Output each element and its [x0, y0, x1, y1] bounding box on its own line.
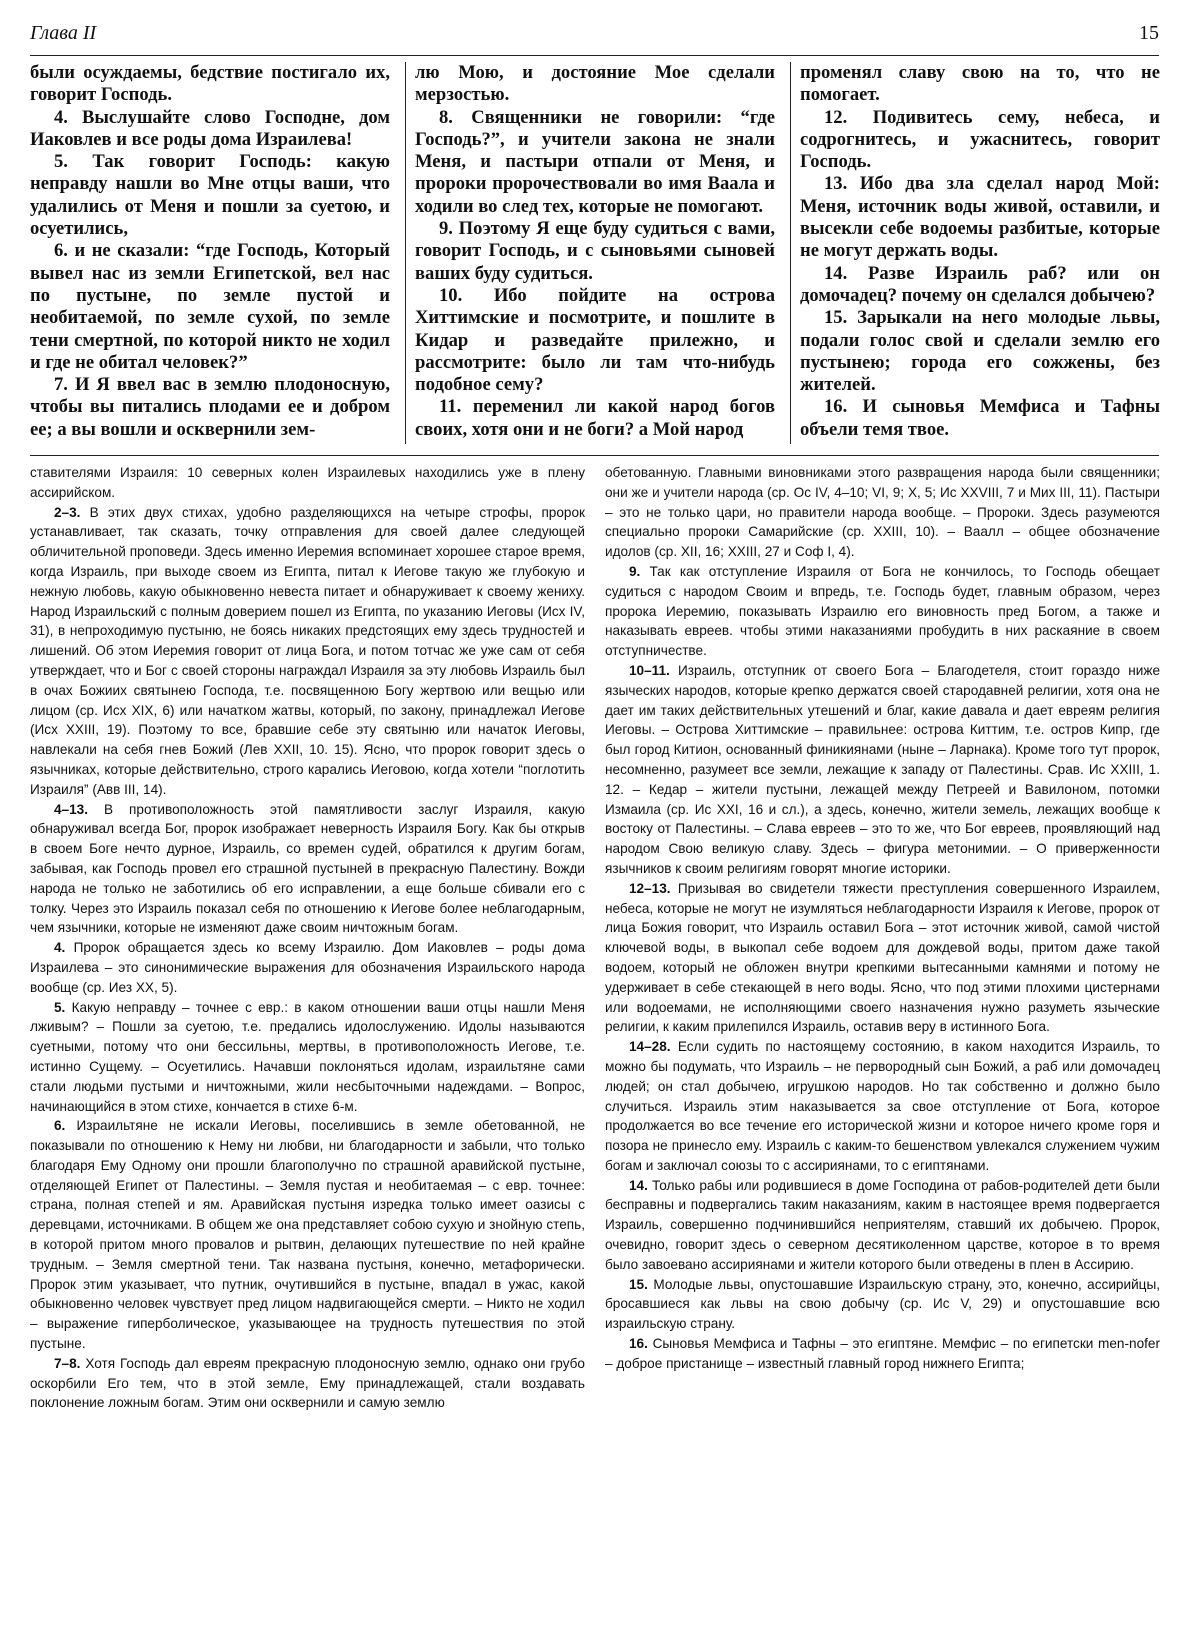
verse-paragraph: были осуждаемы, бедствие постигало их, говорит Господь.	[30, 62, 390, 106]
commentary-paragraph	[605, 879, 1160, 1037]
commentary-text: Сыновья Мемфиса и Тафны – это египтяне. Мемфис – по египетски men-nofer – доброе пристанище – известный главный город нижнего Египта;	[605, 1336, 1160, 1371]
verse-paragraph: 9. Поэтому Я еще буду судиться с вами, говорит Господь, и с сыновьями сыновей ваших буду судиться.	[415, 218, 775, 284]
verse-paragraph: 12. Подивитесь сему, небеса, и содрогнитесь, и ужаснитесь, говорит Господь.	[800, 106, 1160, 173]
commentary-paragraph	[605, 661, 1160, 879]
commentary-paragraph	[605, 562, 1160, 661]
verse-paragraph: 11. переменил ли какой народ богов своих, хотя они и не боги? а Мой народ	[415, 396, 775, 440]
commentary-text: Молодые львы, опустошавшие Израильскую страну, это, конечно, ассирийцы, бросавшиеся как львы на свою добычу (ср. Ис V, 29) и опустошавшие всю израильскую страну.	[605, 1276, 1161, 1332]
commentary-paragraph	[605, 1275, 1160, 1334]
verse-paragraph: променял славу свою на то, что не помогает.	[800, 62, 1160, 106]
commentary-text: обетованную. Главными виновниками этого развращения народа были священники; они же и учители народа (ср. Ос IV, 4–10; VI, 9; X, 5; Ис XXVIII, 7 и Мих III, 11). Пастыри – это не только цари, но правители народа вообще. – Пророки. Здесь разумеются специально пророки Самарийские (ср. XXIII, 10). – Ваалл – общее обозначение идолов (ср. XII, 16; XXIII, 27 и Соф I, 4).	[605, 465, 1160, 560]
verse-ref: 14–28.	[629, 1039, 671, 1055]
verse-paragraph: 10. Ибо пойдите на острова Хиттимские и посмотрите, и пошлите в Кидар и разведайте прилежно, и рассмотрите: было ли там что-нибудь подобное сему?	[415, 284, 775, 396]
running-head	[30, 22, 1159, 48]
column-divider	[790, 62, 791, 444]
commentary-text: Только рабы или родившиеся в доме Господина от рабов-родителей дети были бесправны и подвергались таким наказаниям, каким в настоящее время подвергается Израиль, совершенно подчинившийся неприятелям, ставший их добычею. Пророк, очевидно, говорит здесь о северном десятиколенном царстве, которое в то время было завоевано ассириянами и жители которого были отведены в плен в Ассирию.	[605, 1177, 1160, 1272]
commentary-paragraph	[30, 1116, 585, 1354]
commentary-paragraph	[30, 503, 585, 800]
chapter-title: Глава II	[30, 22, 97, 44]
verse-paragraph: 8. Священники не говорили: “где Господь?”, и учители закона не знали Меня, и пастыри отпали от Меня, и пророки пророчествовали во имя Ваала и ходили во след тех, которые не помогают.	[415, 106, 775, 217]
commentary-paragraph	[30, 938, 585, 997]
commentary-text: Израиль, отступник от своего Бога – Благодетеля, стоит гораздо ниже языческих народов, которые крепко держатся своей стародавней религии, хотя она не дает им таких действительных утешений и благ, какие давала и дает евреям религия Иеговы. – Острова Хиттимские – правильнее: острова Киттим, т.е. остров Кипр, где был город Китион, основанный финикиянами (ныне – Ларнака). Кроме того тут пророк, несомненно, разумеет все земли, лежащие к западу от Палестины. Срав. Ис XXIII, 1. 12. – Кедар – жители пустыни, лежащей между Петреей и Вавилоном, потомки Измаила (ср. Ис XXI, 16 и сл.), а здесь, конечно, жители земель, лежащих вообще к востоку от Палестины. – Слава евреев – это то же, что Бог евреев, проявляющий над народом Свою великую славу. Здесь – фигура метонимии. – О приверженности язычников к своим религиям говорят многие историки.	[605, 662, 1161, 876]
verse-ref: 10–11.	[629, 662, 670, 678]
verse-column-3	[800, 62, 1160, 441]
commentary-text: Призывая во свидетели тяжести преступления совершенного Израилем, небеса, которые не могут не изумляться неблагодарности Израиля к Иегове, пророк от лица Божия говорит, что Израиль оставил Бога – этот источник живой, самой чистой ключевой воды, в выкопал себе водоем для дождевой воды, притом даже такой водоем, который не обложен внутри крепкими вытесанными камнями и потому не удерживает в себе стекающей в него воды. Ясно, что под этими плохими цистернами или водоемами, не исполняющими своего назначения нужно разуметь языческие религии, к каким прилепился Израиль, оставив веру в истинного Бога.	[605, 880, 1161, 1035]
verse-paragraph: 13. Ибо два зла сделал народ Мой: Меня, источник воды живой, оставили, и высекли себе водоемы разбитые, которые не могут держать воды.	[800, 173, 1160, 262]
commentary-text: В противоположность этой памятливости заслуг Израиля, какую обнаруживал всегда Бог, пророк изображает неверность Израиля Богу. Как бы открыв в своем Боге нечто дурное, Израиль, со времен судей, обратился к другим богам, забывая, как Господь провел его страшной пустыней в прекрасную Палестину. Вожди народа не только не заботились об его исправлении, а еще больше сбивали его с толку. Через это Израиль показал себя по отношению к Иегове более неблагодарным, чем язычники, которые не изменяют даже своим ничтожным богам.	[30, 801, 585, 936]
verse-ref: 15.	[629, 1276, 648, 1292]
verse-ref: 6.	[54, 1118, 66, 1134]
verse-ref: 5.	[54, 999, 66, 1015]
commentary-text: Так как отступление Израиля от Бога не кончилось, то Господь обещает судиться с народом Своим и впредь, т.е. Господь будет, главным образом, через пророка Иеремию, показывать Израилю его виновность пред Богом, а также и наказывать евреев. чтобы этими наказаниями пробудить в них раскаяние в своем отступничестве.	[605, 563, 1160, 659]
commentary-paragraph	[605, 1176, 1160, 1275]
verse-paragraph: 5. Так говорит Господь: какую неправду нашли во Мне отцы ваши, что удалились от Меня и пошли за суетою, и осуетились,	[30, 151, 390, 240]
verse-column-1	[30, 62, 390, 441]
commentary-column-1	[30, 463, 585, 1413]
commentary-paragraph	[605, 1334, 1160, 1374]
verse-ref: 16.	[629, 1336, 648, 1352]
scripture-text	[30, 62, 1160, 447]
verse-paragraph: лю Мою, и достояние Мое сделали мерзостью.	[415, 62, 775, 106]
commentary-paragraph	[30, 1354, 585, 1413]
verse-column-2	[415, 62, 775, 441]
commentary-text: Пророк обращается здесь ко всему Израилю. Дом Иаковлев – роды дома Израилева – это синонимические выражения для обозначения Израильского народа вообще (ср. Иез XX, 5).	[30, 940, 585, 995]
verse-paragraph: 15. Зарыкали на него молодые львы, подали голос свой и сделали землю его пустынею; города его сожжены, без жителей.	[800, 307, 1160, 396]
verse-paragraph: 14. Разве Израиль раб? или он домочадец? почему он сделался добычею?	[800, 262, 1160, 306]
section-rule	[30, 455, 1159, 456]
verse-paragraph: 16. И сыновья Мемфиса и Тафны объели темя твое.	[800, 396, 1160, 440]
verse-ref: 4.	[54, 940, 66, 956]
commentary-paragraph	[605, 463, 1160, 562]
commentary-text	[30, 463, 1160, 1623]
commentary-paragraph	[30, 800, 585, 939]
verse-paragraph: 6. и не сказали: “где Господь, Который вывел нас из земли Египетской, вел нас по пустыне, по земле пустой и необитаемой, по земле сухой, по земле тени смертной, по которой никто не ходил и где не обитал человек?”	[30, 240, 390, 373]
verse-ref: 4–13.	[54, 801, 89, 817]
header-rule	[30, 55, 1159, 56]
commentary-text: В этих двух стихах, удобно разделяющихся на четыре строфы, пророк устанавливает, так сказать, точку отправления для своей далее следующей обличительной проповеди. Здесь именно Иеремия вспоминает хорошее старое время, когда Израиль, при выходе своем из Египта, питал к Иегове такую же глубокую и нежную любовь, какую обыкновенно невеста питает и обнаруживает к своему жениху. Народ Израильский с полным доверием пошел из Египта, по указанию Иеговы (Исх IV, 31), в непроходимую пустыню, не боясь никаких предстоящих ему здесь трудностей и лишений. Об этом Иеремия говорит от лица Бога, и потом тотчас же уже сам от себя утверждает, что и Бог с своей стороны награждал Израиля за эту любовь Израиль был в очах Божиих святынею Господа, т.е. посвященною Богу жертвою или вещью или лицом (ср. Исх XIX, 6) или начатком жатвы, который, по закону, принадлежал Иегове (Исх XXIII, 19). Поэтому то все, бравшие себе эту святыню или начаток Иеговы, навлекали на себя гнев Божий (Лев XXII, 10. 15). Ясно, что пророк говорит здесь о язычниках, которые действительно, строго карались Иеговою, когда хотели “поглотить Израиля” (Авв III, 14).	[30, 504, 585, 797]
verse-ref: 2–3.	[54, 504, 81, 520]
verse-ref: 7–8.	[54, 1355, 81, 1371]
commentary-paragraph	[605, 1037, 1160, 1176]
commentary-text: Какую неправду – точнее с евр.: в каком отношении ваши отцы нашли Меня лживым? – Пошли за суетою, т.е. предались идолослужению. Идолы называются суетными, потому что они бессильны, мертвы, в противоположность Иегове, т.е. истинно Сущему. – Осуетились. Начавши поклоняться идолам, израильтяне сами стали людьми пустыми и ничтожными, жили несбыточными надеждами. – Вопрос, начинающийся в этом стихе, кончается в стихе 6-м.	[30, 999, 586, 1114]
verse-ref: 14.	[629, 1177, 648, 1193]
commentary-text: ставителями Израиля: 10 северных колен Израилевых находились уже в плену ассирийском.	[30, 465, 585, 500]
commentary-paragraph	[30, 463, 585, 503]
verse-ref: 9.	[629, 563, 641, 579]
commentary-text: Израильтяне не искали Иеговы, поселившись в земле обетованной, не показывали по отношению к Нему ни любви, ни благодарности и забыли, что только благодаря Ему Одному они прошли благополучно по страшной аравийской пустыне, отделяющей Египет от Палестины. – Земля пустая и необитаемая – с евр. точнее: страна, полная степей и ям. Аравийская пустыня изредка только имеет оазисы с деревцами, источниками. В общем же она представляет собою сухую и знойную степь, в которой притом много провалов и рытвин, делающих путешествие по ней крайне трудным. – Земля смертной тени. Так названа пустыня, конечно, метафорически. Пророк этим указывает, что путник, очутившийся в пустыне, впадал в ужас, какой обыкновенно человек чувствует пред лицом надвигающейся смерти. – Никто не ходил – выражение гиперболическое, указывающее на трудность путешествия по этой пустыне.	[30, 1118, 586, 1352]
commentary-column-2	[605, 463, 1160, 1374]
commentary-text: Хотя Господь дал евреям прекрасную плодоносную землю, однако они грубо оскорбили Его тем, что в этой земле, Ему принадлежащей, стали воздавать поклонение ложным богам. Этим они осквернили и самую землю	[30, 1355, 585, 1411]
verse-ref: 12–13.	[629, 880, 671, 896]
verse-paragraph: 4. Выслушайте слово Господне, дом Иаковлев и все роды дома Израилева!	[30, 106, 390, 150]
verse-paragraph: 7. И Я ввел вас в землю плодоносную, чтобы вы питались плодами ее и добром ее; а вы вошли и осквернили зем-	[30, 374, 390, 440]
page-number: 15	[1139, 22, 1159, 44]
commentary-paragraph	[30, 998, 585, 1117]
column-divider	[405, 62, 406, 444]
commentary-text: Если судить по настоящему состоянию, в каком находится Израиль, то можно бы подумать, что Израиль – не первородный сын Божий, а раб или домочадец людей; он стал добычею, игрушкою народов. Но так собственно и должно было случиться. Израиль этим наказывается за свое отступление от Бога, которое продолжается во все течение его исторической жизни и которое ничего кроме горя и позора не принесло ему. Израиль с каким-то бешенством увлекался служением чужим богам и заключал союзы то с ассириянами, то с египтянами.	[605, 1039, 1160, 1173]
